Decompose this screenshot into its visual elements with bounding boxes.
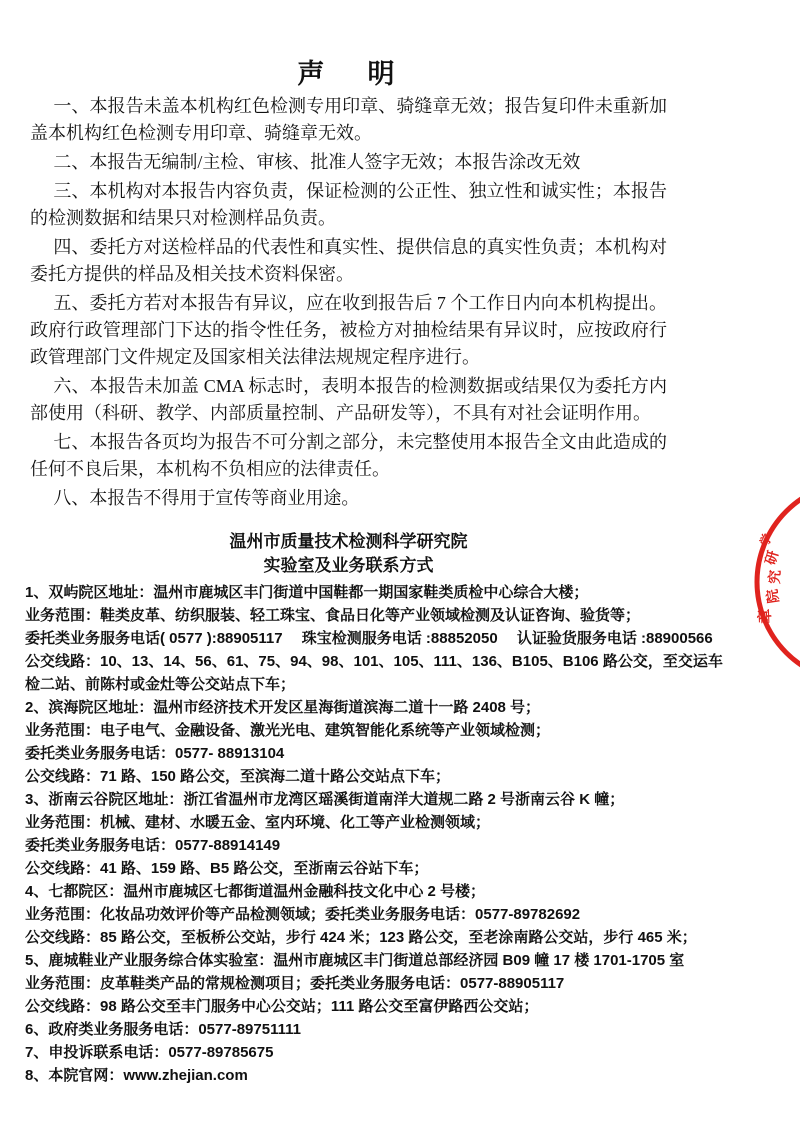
seal-char-xue: 学 bbox=[757, 531, 775, 549]
seal-char-yan: 研 bbox=[763, 549, 783, 567]
page-title: 声 明 bbox=[297, 59, 403, 89]
seal-char-jiu: 究 bbox=[768, 569, 784, 585]
contact-line-qidu-address: 4、七都院区：温州市鹿城区七都街道温州金融科技文化中心 2 号楼； bbox=[25, 883, 486, 900]
contact-line-shuangyu-address: 1、双屿院区地址：温州市鹿城区丰门街道中国鞋都一期国家鞋类质检中心综合大楼； bbox=[25, 584, 589, 601]
contact-line-lucheng-lab-bus: 公交线路：98 路公交至丰门服务中心公交站；111 路公交至富伊路西公交站； bbox=[25, 998, 539, 1015]
statement-paragraph-2: 二、本报告无编制/主检、审核、批准人签字无效；本报告涂改无效 bbox=[53, 152, 581, 172]
contact-line-official-website: 8、本院官网：www.zhejian.com bbox=[25, 1067, 248, 1084]
contact-info-section bbox=[25, 581, 725, 1087]
statement-paragraph-4: 四、委托方对送检样品的代表性和真实性、提供信息的真实性负责；本机构对委托方提供的样品及相关技术资料保密。 bbox=[30, 237, 667, 284]
contact-line-government-phone: 6、政府类业务服务电话：0577-89751111 bbox=[25, 1021, 301, 1038]
contact-line-lucheng-lab-scope-phone: 业务范围：皮革鞋类产品的常规检测项目；委托类业务服务电话：0577-88905117 bbox=[25, 975, 565, 992]
statement-paragraph-7: 七、本报告各页均为报告不可分割之部分，未完整使用本报告全文由此造成的任何不良后果，本机构不负相应的法律责任。 bbox=[30, 432, 667, 479]
statement-paragraph-8: 八、本报告不得用于宣传等商业用途。 bbox=[53, 488, 360, 508]
statement-paragraph-5: 五、委托方若对本报告有异议，应在收到报告后 7 个工作日内向本机构提出。政府行政管理部门下达的指令性任务，被检方对抽检结果有异议时，应按政府行政管理部门文件规定及国家相关法律法规规定程序进行。 bbox=[30, 293, 667, 367]
red-seal-stamp-icon bbox=[752, 490, 800, 672]
contact-line-shuangyu-bus-2: 检二站、前陈村或金灶等公交站点下车； bbox=[25, 676, 296, 693]
seal-char-zhang: 章 bbox=[757, 608, 775, 624]
contact-line-qidu-bus: 公交线路：85 路公交，至板桥公交站，步行 424 米；123 路公交，至老涂南路公交站，步行 465 米； bbox=[25, 929, 697, 946]
contact-line-lucheng-lab-address: 5、鹿城鞋业产业服务综合体实验室：温州市鹿城区丰门街道总部经济园 B09 幢 17 楼 1701-1705 室 bbox=[25, 952, 685, 969]
contact-line-zhenanyungu-phone: 委托类业务服务电话：0577-88914149 bbox=[25, 837, 281, 854]
org-name: 温州市质量技术检测科学研究院 bbox=[229, 532, 468, 551]
contact-line-zhenanyungu-bus: 公交线路：41 路、159 路、B5 路公交，至浙南云谷站下车； bbox=[25, 860, 429, 877]
statement-paragraph-6: 六、本报告未加盖 CMA 标志时，表明本报告的检测数据或结果仅为委托方内部使用（科研、教学、内部质量控制、产品研发等），不具有对社会证明作用。 bbox=[30, 376, 667, 423]
statement-paragraph-3: 三、本机构对本报告内容负责，保证检测的公正性、独立性和诚实性；本报告的检测数据和结果只对检测样品负责。 bbox=[30, 181, 667, 228]
contact-line-qidu-scope-phone: 业务范围：化妆品功效评价等产品检测领域；委托类业务服务电话：0577-89782692 bbox=[25, 906, 581, 923]
org-heading bbox=[30, 530, 667, 578]
contact-line-binhai-scope: 业务范围：电子电气、金融设备、激光光电、建筑智能化系统等产业领域检测； bbox=[25, 722, 551, 739]
contact-line-shuangyu-bus-1: 公交线路：10、13、14、56、61、75、94、98、101、105、111、136、B105、B106 路公交，至交运车 bbox=[25, 653, 723, 670]
contact-line-shuangyu-phones: 委托类业务服务电话( 0577 ):88905117 珠宝检测服务电话 :88852050 认证验货服务电话 :88900566 bbox=[25, 630, 713, 647]
contact-line-binhai-address: 2、滨海院区地址：温州市经济技术开发区星海街道滨海二道十一路 2408 号； bbox=[25, 699, 541, 716]
statement-paragraph-1: 一、本报告未盖本机构红色检测专用印章、骑缝章无效；报告复印件未重新加盖本机构红色检测专用印章、骑缝章无效。 bbox=[30, 96, 667, 143]
contact-line-zhenanyungu-scope: 业务范围：机械、建材、水暖五金、室内环境、化工等产业检测领域； bbox=[25, 814, 491, 831]
org-subtitle: 实验室及业务联系方式 bbox=[263, 556, 434, 575]
statement-paragraphs bbox=[30, 93, 667, 512]
contact-line-shuangyu-scope: 业务范围：鞋类皮革、纺织服装、轻工珠宝、食品日化等产业领域检测及认证咨询、验货等； bbox=[25, 607, 641, 624]
contact-line-binhai-bus: 公交线路：71 路、150 路公交，至滨海二道十路公交站点下车； bbox=[25, 768, 451, 785]
seal-char-yuan: 院 bbox=[765, 588, 783, 604]
contact-line-complaint-phone: 7、申投诉联系电话：0577-89785675 bbox=[25, 1044, 274, 1061]
contact-line-zhenanyungu-address: 3、浙南云谷院区地址：浙江省温州市龙湾区瑶溪街道南洋大道规二路 2 号浙南云谷 K 幢； bbox=[25, 791, 625, 808]
contact-line-binhai-phone: 委托类业务服务电话：0577- 88913104 bbox=[25, 745, 285, 762]
